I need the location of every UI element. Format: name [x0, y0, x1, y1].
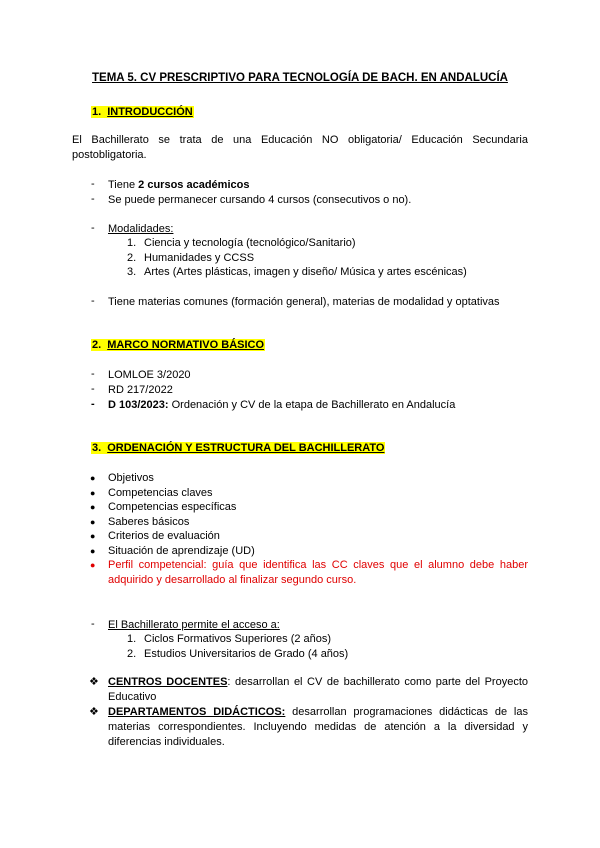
list-item-materias: Tiene materias comunes (formación general), materias de modalidad y optativas — [108, 296, 500, 308]
list-item: 2. — [127, 648, 137, 660]
dash-bullet: - — [91, 222, 95, 234]
modalidad-artes: Artes (Artes plásticas, imagen y diseño/ Música y artes escénicas) — [144, 266, 467, 278]
bullet-item: Criterios de evaluación — [108, 530, 220, 542]
document-title: TEMA 5. CV PRESCRIPTIVO PARA TECNOLOGÍA DE BACH. EN ANDALUCÍA — [92, 72, 508, 84]
modalidad-humanidades: Humanidades y CCSS — [144, 252, 255, 264]
section-heading-ordenacion: 3. ORDENACIÓN Y ESTRUCTURA DEL BACHILLERATO — [92, 442, 385, 454]
list-item: 2. — [127, 252, 137, 264]
perfil-competencial: Perfil competencial: guía que identifica las CC claves que el alumno debe haber adquirido y desarrollado al finalizar segundo curso. — [108, 559, 528, 586]
diamond-bullet-icon: ❖ — [89, 706, 99, 718]
bullet-item: Competencias claves — [108, 487, 213, 499]
bullet-item: Saberes básicos — [108, 516, 190, 528]
diamond-bullet-icon: ❖ — [89, 676, 99, 688]
list-item-permanecer: Se puede permanecer cursando 4 cursos (consecutivos o no). — [108, 194, 412, 206]
marco-item-lomloe: LOMLOE 3/2020 — [108, 369, 191, 381]
section-heading-introduccion: 1. INTRODUCCIÓN — [92, 106, 193, 118]
section-heading-marco: 2. MARCO NORMATIVO BÁSICO — [92, 339, 265, 351]
bullet-dot-icon: ● — [90, 517, 96, 527]
list-item: 1. — [127, 633, 137, 645]
bullet-dot-icon: ● — [90, 546, 96, 556]
bullet-item: Objetivos — [108, 472, 154, 484]
dash-bullet: - — [91, 383, 95, 395]
list-item-cursos: Tiene 2 cursos académicos — [108, 179, 250, 191]
marco-item-decreto: D 103/2023: Ordenación y CV de la etapa de Bachillerato en Andalucía — [108, 399, 456, 411]
bullet-dot-icon: ● — [90, 560, 96, 570]
modalidad-ciencia: Ciencia y tecnología (tecnológico/Sanitario) — [144, 237, 356, 249]
bullet-dot-icon: ● — [90, 488, 96, 498]
dash-bullet: - — [91, 178, 95, 190]
list-item: 1. — [127, 237, 137, 249]
dash-bullet: - — [91, 193, 95, 205]
marco-item-rd: RD 217/2022 — [108, 384, 173, 396]
centros-docentes: CENTROS DOCENTES: desarrollan el CV de bachillerato como parte del Proyecto Educativo — [108, 676, 528, 703]
bullet-dot-icon: ● — [90, 531, 96, 541]
bullet-dot-icon: ● — [90, 473, 96, 483]
bullet-dot-icon: ● — [90, 502, 96, 512]
dash-bullet: - — [91, 368, 95, 380]
modalidades-label: Modalidades: — [108, 223, 174, 235]
dash-bullet: - — [91, 295, 95, 307]
departamentos-didacticos: DEPARTAMENTOS DIDÁCTICOS: desarrollan programaciones didácticas de las materias correspondientes. Incluyendo medidas de atención a la diversidad y diferencias individuales. — [108, 706, 528, 748]
bullet-item: Competencias específicas — [108, 501, 237, 513]
list-item: 3. — [127, 266, 137, 278]
acceso-label: El Bachillerato permite el acceso a: — [108, 619, 280, 631]
dash-bullet: - — [91, 618, 95, 630]
dash-bullet: - — [91, 398, 95, 410]
bullet-item: Situación de aprendizaje (UD) — [108, 545, 255, 557]
acceso-ciclos: Ciclos Formativos Superiores (2 años) — [144, 633, 332, 645]
acceso-grado: Estudios Universitarios de Grado (4 años) — [144, 648, 349, 660]
intro-paragraph: El Bachillerato se trata de una Educación NO obligatoria/ Educación Secundaria postobligatoria. — [72, 134, 528, 161]
